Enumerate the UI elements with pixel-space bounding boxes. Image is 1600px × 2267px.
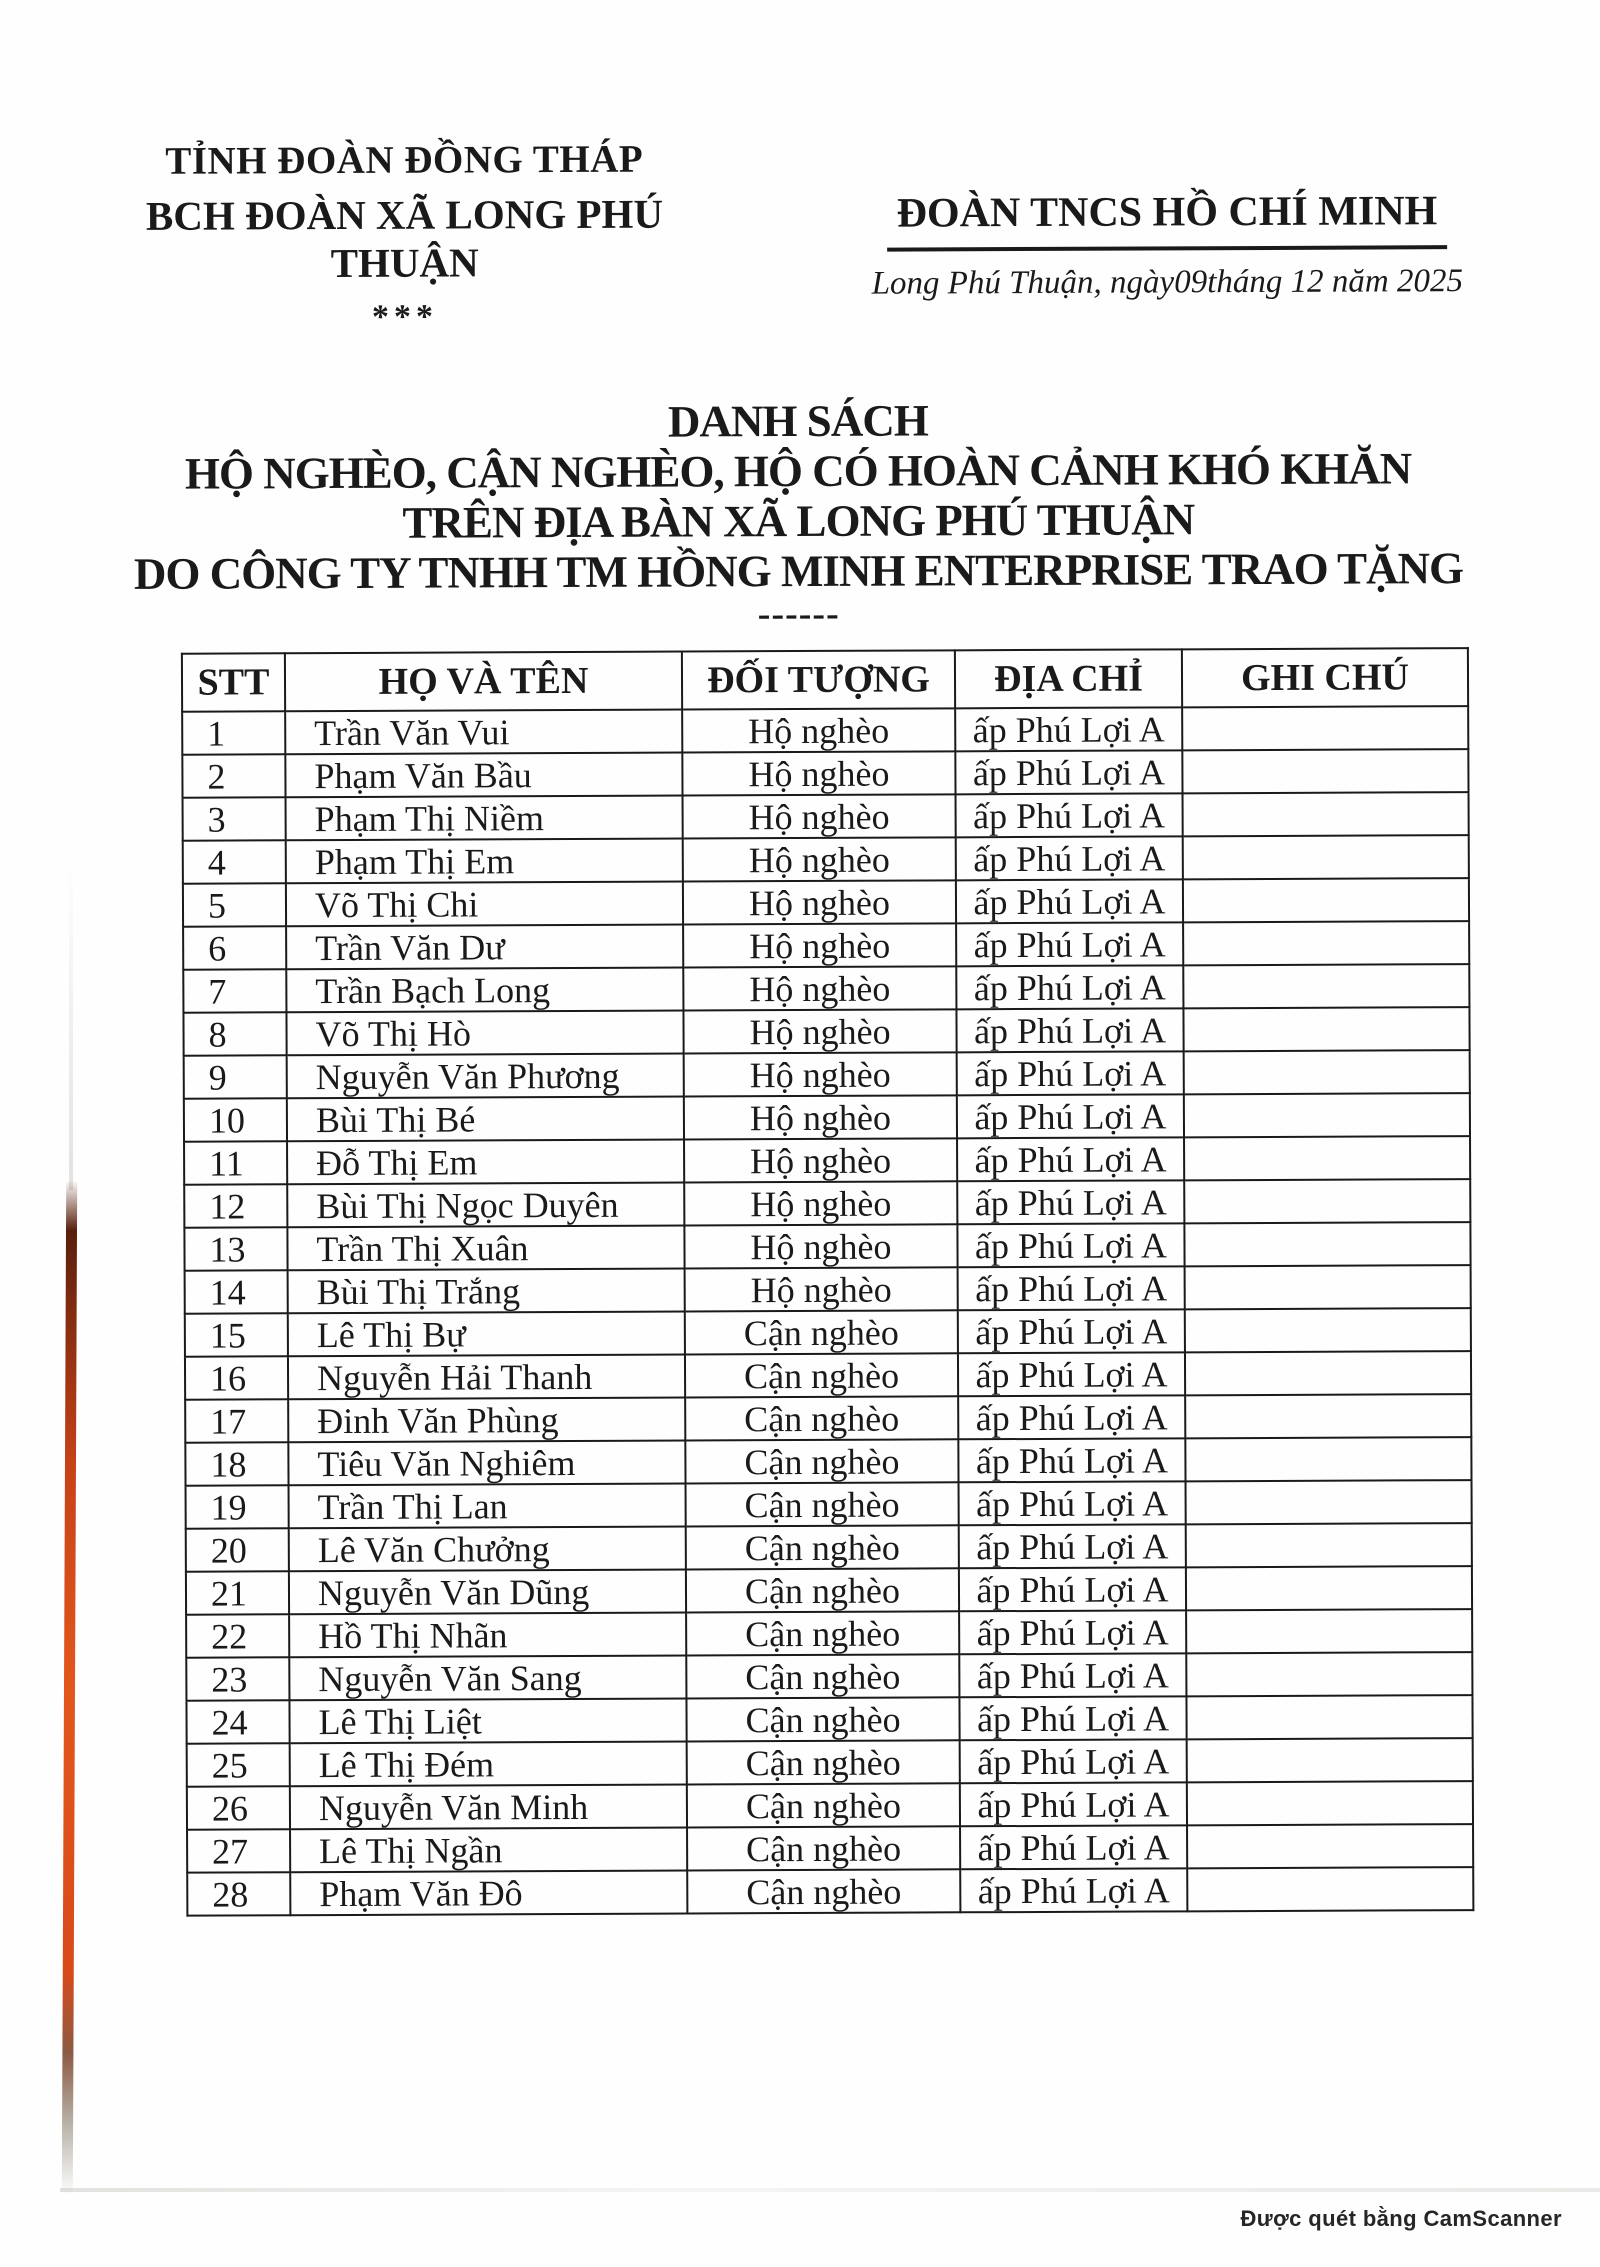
col-header-category: ĐỐI TƯỢNG bbox=[682, 650, 955, 709]
cell-stt: 16 bbox=[185, 1356, 288, 1399]
cell-address: ấp Phú Lợi A bbox=[957, 1180, 1184, 1224]
letterhead-left bbox=[92, 136, 718, 338]
cell-stt: 3 bbox=[183, 797, 286, 840]
cell-name: Trần Bạch Long bbox=[286, 968, 683, 1013]
cell-address: ấp Phú Lợi A bbox=[958, 1266, 1185, 1310]
cell-name: Lê Thị Liệt bbox=[289, 1699, 686, 1744]
cell-stt: 27 bbox=[187, 1829, 290, 1872]
cell-name: Nguyễn Văn Dũng bbox=[289, 1570, 686, 1615]
cell-stt: 2 bbox=[182, 754, 285, 797]
cell-category: Cận nghèo bbox=[685, 1396, 958, 1440]
cell-name: Phạm Văn Đô bbox=[290, 1871, 687, 1916]
table-row bbox=[185, 1351, 1471, 1400]
scan-edge-faint-line bbox=[69, 860, 73, 1190]
cell-note bbox=[1183, 792, 1469, 836]
cell-category: Cận nghèo bbox=[686, 1654, 959, 1698]
cell-stt: 25 bbox=[187, 1743, 290, 1786]
cell-note bbox=[1184, 1179, 1470, 1223]
table-row bbox=[182, 749, 1468, 798]
table-row bbox=[186, 1652, 1472, 1701]
cell-stt: 7 bbox=[183, 969, 286, 1012]
cell-category: Cận nghèo bbox=[686, 1697, 959, 1741]
cell-category: Hộ nghèo bbox=[684, 1181, 957, 1225]
cell-stt: 10 bbox=[184, 1098, 287, 1141]
cell-address: ấp Phú Lợi A bbox=[958, 1438, 1185, 1482]
cell-category: Cận nghèo bbox=[686, 1611, 959, 1655]
cell-category: Cận nghèo bbox=[687, 1783, 960, 1827]
cell-stt: 14 bbox=[185, 1270, 288, 1313]
cell-category: Cận nghèo bbox=[687, 1740, 960, 1784]
cell-name: Nguyễn Văn Phương bbox=[287, 1054, 684, 1099]
table-row bbox=[185, 1265, 1471, 1314]
table-row bbox=[185, 1308, 1471, 1357]
cell-category: Hộ nghèo bbox=[684, 1224, 957, 1268]
cell-stt: 18 bbox=[185, 1442, 288, 1485]
cell-address: ấp Phú Lợi A bbox=[955, 707, 1182, 751]
table-row bbox=[182, 706, 1468, 755]
cell-address: ấp Phú Lợi A bbox=[959, 1696, 1186, 1740]
cell-category: Hộ nghèo bbox=[683, 837, 956, 881]
cell-address: ấp Phú Lợi A bbox=[960, 1825, 1187, 1869]
cell-category: Hộ nghèo bbox=[682, 708, 955, 752]
cell-note bbox=[1182, 706, 1468, 750]
cell-stt: 22 bbox=[186, 1614, 289, 1657]
cell-note bbox=[1184, 1136, 1470, 1180]
cell-category: Hộ nghèo bbox=[684, 1138, 957, 1182]
cell-stt: 6 bbox=[183, 926, 286, 969]
cell-address: ấp Phú Lợi A bbox=[958, 1352, 1185, 1396]
cell-stt: 17 bbox=[185, 1399, 288, 1442]
cell-name: Nguyễn Hải Thanh bbox=[288, 1355, 685, 1400]
cell-name: Bùi Thị Ngọc Duyên bbox=[287, 1183, 684, 1228]
cell-address: ấp Phú Lợi A bbox=[960, 1868, 1187, 1912]
org-unit-name: BCH ĐOÀN XÃ LONG PHÚ THUẬN bbox=[145, 190, 664, 287]
cell-category: Hộ nghèo bbox=[683, 880, 956, 924]
cell-category: Cận nghèo bbox=[686, 1482, 959, 1526]
cell-name: Lê Thị Bự bbox=[288, 1312, 685, 1357]
cell-category: Cận nghèo bbox=[687, 1826, 960, 1870]
cell-category: Cận nghèo bbox=[686, 1568, 959, 1612]
document-dateline: Long Phú Thuận, ngày09tháng 12 năm 2025 bbox=[871, 263, 1463, 302]
cell-note bbox=[1182, 749, 1468, 793]
cell-note bbox=[1185, 1308, 1471, 1352]
cell-address: ấp Phú Lợi A bbox=[957, 1223, 1184, 1267]
table-row bbox=[184, 1179, 1470, 1228]
table-row bbox=[187, 1824, 1473, 1873]
cell-address: ấp Phú Lợi A bbox=[958, 1395, 1185, 1439]
cell-note bbox=[1187, 1824, 1473, 1868]
cell-address: ấp Phú Lợi A bbox=[958, 1309, 1185, 1353]
cell-stt: 26 bbox=[187, 1786, 290, 1829]
cell-stt: 24 bbox=[186, 1700, 289, 1743]
header-row bbox=[182, 648, 1468, 712]
col-header-name: HỌ VÀ TÊN bbox=[285, 652, 682, 712]
col-header-stt: STT bbox=[182, 653, 285, 711]
cell-address: ấp Phú Lợi A bbox=[956, 1008, 1183, 1052]
table-row bbox=[183, 921, 1469, 970]
cell-address: ấp Phú Lợi A bbox=[955, 750, 1182, 794]
table-row bbox=[184, 1093, 1470, 1142]
cell-category: Hộ nghèo bbox=[684, 1095, 957, 1139]
cell-address: ấp Phú Lợi A bbox=[956, 965, 1183, 1009]
cell-address: ấp Phú Lợi A bbox=[959, 1524, 1186, 1568]
cell-note bbox=[1186, 1480, 1472, 1524]
table-row bbox=[183, 964, 1469, 1013]
title-separator: ------ bbox=[757, 592, 840, 636]
cell-note bbox=[1183, 878, 1469, 922]
title-line-2: HỘ NGHÈO, CẬN NGHÈO, HỘ CÓ HOÀN CẢNH KHÓ KHĂN bbox=[184, 443, 1412, 499]
cell-stt: 12 bbox=[184, 1184, 287, 1227]
cell-category: Hộ nghèo bbox=[683, 794, 956, 838]
cell-address: ấp Phú Lợi A bbox=[959, 1610, 1186, 1654]
table-row bbox=[186, 1523, 1472, 1572]
table-row bbox=[185, 1394, 1471, 1443]
org-parent-name: TỈNH ĐOÀN ĐỒNG THÁP bbox=[165, 137, 644, 183]
title-line-1: DANH SÁCH bbox=[667, 395, 928, 447]
cell-note bbox=[1187, 1867, 1473, 1911]
table-row bbox=[184, 1136, 1470, 1185]
cell-name: Tiêu Văn Nghiêm bbox=[288, 1441, 685, 1486]
cell-name: Nguyễn Văn Sang bbox=[289, 1656, 686, 1701]
cell-category: Hộ nghèo bbox=[682, 751, 955, 795]
letterhead-stars: *** bbox=[371, 298, 439, 336]
cell-note bbox=[1186, 1523, 1472, 1567]
household-table bbox=[181, 647, 1475, 1917]
cell-category: Cận nghèo bbox=[686, 1525, 959, 1569]
cell-address: ấp Phú Lợi A bbox=[960, 1782, 1187, 1826]
cell-category: Cận nghèo bbox=[685, 1310, 958, 1354]
cell-name: Nguyễn Văn Minh bbox=[290, 1785, 687, 1830]
cell-note bbox=[1186, 1695, 1472, 1739]
table-row bbox=[186, 1566, 1472, 1615]
cell-address: ấp Phú Lợi A bbox=[957, 1051, 1184, 1095]
cell-note bbox=[1185, 1437, 1471, 1481]
cell-note bbox=[1184, 1222, 1470, 1266]
cell-note bbox=[1184, 1093, 1470, 1137]
cell-note bbox=[1183, 1007, 1469, 1051]
cell-name: Phạm Văn Bầu bbox=[285, 753, 682, 798]
cell-stt: 15 bbox=[185, 1313, 288, 1356]
cell-note bbox=[1185, 1265, 1471, 1309]
table-row bbox=[187, 1738, 1473, 1787]
cell-name: Võ Thị Hò bbox=[286, 1011, 683, 1056]
cell-stt: 28 bbox=[187, 1872, 290, 1915]
cell-stt: 11 bbox=[184, 1141, 287, 1184]
cell-address: ấp Phú Lợi A bbox=[959, 1653, 1186, 1697]
col-header-note: GHI CHÚ bbox=[1182, 648, 1468, 707]
cell-category: Hộ nghèo bbox=[683, 1009, 956, 1053]
cell-stt: 20 bbox=[186, 1528, 289, 1571]
cell-name: Trần Văn Dư bbox=[286, 925, 683, 970]
table-row bbox=[183, 1007, 1469, 1056]
table-row bbox=[186, 1480, 1472, 1529]
cell-address: ấp Phú Lợi A bbox=[956, 836, 1183, 880]
col-header-address: ĐỊA CHỈ bbox=[955, 649, 1182, 708]
cell-category: Cận nghèo bbox=[687, 1869, 960, 1913]
cell-note bbox=[1183, 835, 1469, 879]
document-title bbox=[0, 393, 1599, 636]
cell-note bbox=[1183, 921, 1469, 965]
cell-address: ấp Phú Lợi A bbox=[959, 1567, 1186, 1611]
cell-address: ấp Phú Lợi A bbox=[957, 1137, 1184, 1181]
cell-name: Trần Thị Lan bbox=[289, 1484, 686, 1529]
cell-note bbox=[1186, 1652, 1472, 1696]
cell-note bbox=[1186, 1609, 1472, 1653]
cell-category: Hộ nghèo bbox=[684, 1052, 957, 1096]
cell-note bbox=[1183, 964, 1469, 1008]
cell-stt: 5 bbox=[183, 883, 286, 926]
cell-name: Lê Thị Đém bbox=[290, 1742, 687, 1787]
cell-category: Cận nghèo bbox=[685, 1353, 958, 1397]
cell-note bbox=[1184, 1050, 1470, 1094]
cell-name: Võ Thị Chi bbox=[286, 882, 683, 927]
cell-category: Hộ nghèo bbox=[683, 923, 956, 967]
cell-address: ấp Phú Lợi A bbox=[959, 1481, 1186, 1525]
table-row bbox=[186, 1695, 1472, 1744]
cell-name: Lê Thị Ngần bbox=[290, 1828, 687, 1873]
cell-note bbox=[1187, 1781, 1473, 1825]
table-row bbox=[185, 1437, 1471, 1486]
title-line-3: TRÊN ĐỊA BÀN XÃ LONG PHÚ THUẬN bbox=[402, 494, 1195, 548]
table-row bbox=[183, 792, 1469, 841]
cell-name: Đỗ Thị Em bbox=[287, 1140, 684, 1185]
cell-name: Bùi Thị Bé bbox=[287, 1097, 684, 1142]
table-row bbox=[187, 1781, 1473, 1830]
cell-address: ấp Phú Lợi A bbox=[956, 879, 1183, 923]
title-line-4: DO CÔNG TY TNHH TM HỒNG MINH ENTERPRISE TRAO TẶNG bbox=[133, 543, 1464, 599]
cell-name: Trần Văn Vui bbox=[285, 710, 682, 755]
cell-name: Bùi Thị Trắng bbox=[288, 1269, 685, 1314]
table-row bbox=[186, 1609, 1472, 1658]
paper-edge-shadow bbox=[60, 2188, 1600, 2192]
cell-address: ấp Phú Lợi A bbox=[956, 793, 1183, 837]
cell-stt: 23 bbox=[186, 1657, 289, 1700]
camscanner-watermark: Được quét bằng CamScanner bbox=[1240, 2206, 1562, 2231]
table-row bbox=[187, 1867, 1473, 1916]
household-table-body bbox=[182, 706, 1473, 1916]
table-row bbox=[183, 835, 1469, 884]
cell-note bbox=[1185, 1394, 1471, 1438]
cell-stt: 1 bbox=[182, 711, 285, 754]
cell-stt: 9 bbox=[184, 1055, 287, 1098]
table-row bbox=[183, 878, 1469, 927]
cell-name: Đinh Văn Phùng bbox=[288, 1398, 685, 1443]
cell-category: Cận nghèo bbox=[685, 1439, 958, 1483]
org-right-name: ĐOÀN TNCS HỒ CHÍ MINH bbox=[887, 187, 1448, 251]
cell-stt: 21 bbox=[186, 1571, 289, 1614]
cell-note bbox=[1187, 1738, 1473, 1782]
cell-address: ấp Phú Lợi A bbox=[957, 1094, 1184, 1138]
cell-stt: 19 bbox=[186, 1485, 289, 1528]
household-table-header bbox=[182, 648, 1468, 712]
cell-name: Phạm Thị Niềm bbox=[286, 796, 683, 841]
cell-category: Hộ nghèo bbox=[685, 1267, 958, 1311]
cell-category: Hộ nghèo bbox=[683, 966, 956, 1010]
cell-note bbox=[1186, 1566, 1472, 1610]
letterhead-right bbox=[837, 187, 1497, 303]
cell-name: Lê Văn Chưởng bbox=[289, 1527, 686, 1572]
cell-address: ấp Phú Lợi A bbox=[956, 922, 1183, 966]
table-row bbox=[184, 1050, 1470, 1099]
cell-name: Phạm Thị Em bbox=[286, 839, 683, 884]
table-row bbox=[184, 1222, 1470, 1271]
cell-address: ấp Phú Lợi A bbox=[960, 1739, 1187, 1783]
cell-stt: 4 bbox=[183, 840, 286, 883]
cell-name: Trần Thị Xuân bbox=[287, 1226, 684, 1271]
cell-stt: 13 bbox=[184, 1227, 287, 1270]
cell-note bbox=[1185, 1351, 1471, 1395]
cell-name: Hồ Thị Nhãn bbox=[289, 1613, 686, 1658]
cell-stt: 8 bbox=[183, 1012, 286, 1055]
